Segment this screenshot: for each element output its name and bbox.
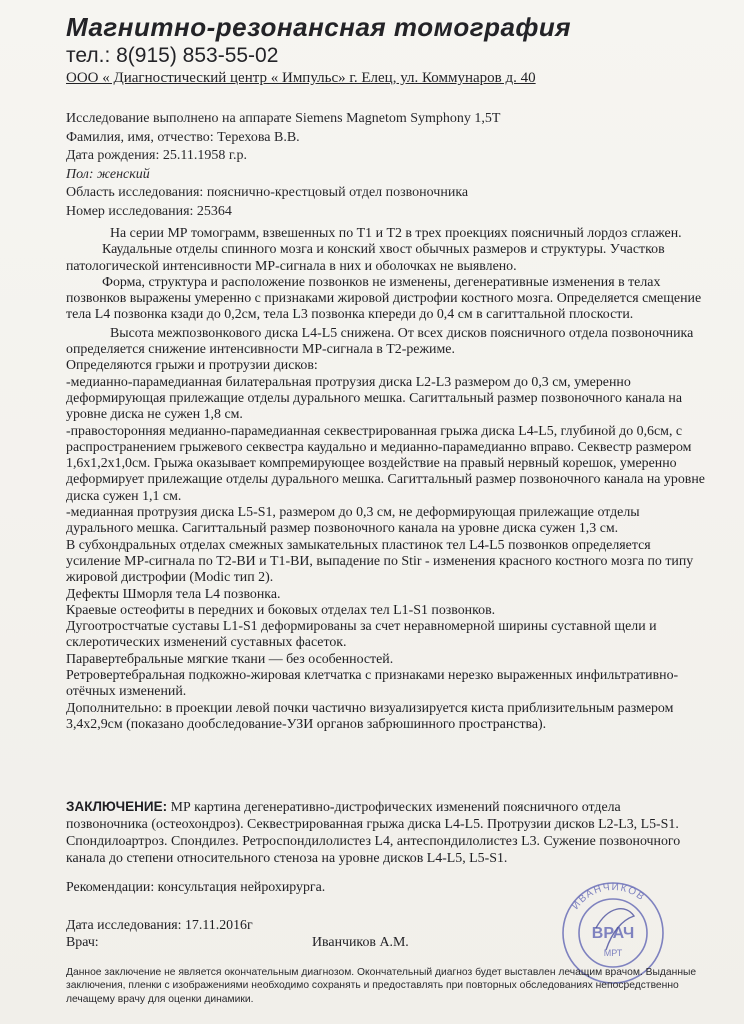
report-paragraph: Ретровертебральная подкожно-жировая клетчатка с признаками нерезко выраженных инфильтративно-отёчных изменений. bbox=[66, 668, 679, 700]
report-paragraph: Дополнительно: в проекции левой почки частично визуализируется киста приблизительным размером 3,4х2,9см (показано дообследование-УЗИ органов забрюшинного пространства). bbox=[66, 700, 674, 732]
conclusion-block bbox=[66, 798, 706, 867]
doctor-label: Врач: bbox=[66, 935, 99, 950]
report-paragraph: -медианно-парамедианная билатеральная протрузия диска L2-L3 размером до 0,3 см, умеренно деформирующая прилежащие отделы дурального мешка. Сагиттальный размер позвоночного канала на уровне диска не сужен 1,8 см. bbox=[66, 374, 683, 423]
study-number: Номер исследования: 25364 bbox=[66, 203, 232, 219]
recommendation: Рекомендации: консультация нейрохирурга. bbox=[66, 880, 326, 895]
report-paragraph: Определяются грыжи и протрузии дисков: bbox=[66, 358, 318, 374]
report-paragraph: -медианная протрузия диска L5-S1, размером до 0,3 см, не деформирующая прилежащие отделы дурального мешка. Сагиттальный размер позвоночного канала на уровне диска сужен 1,3 см. bbox=[66, 505, 640, 537]
report-paragraph: В субхондральных отделах смежных замыкательных пластинок тел L4-L5 позвонков определяется усиление МР-сигнала по T2-ВИ и T1-ВИ, выпадение по Stir - изменения красного костного мозга по типу жировой дистрофии (Modic тип 2). bbox=[66, 537, 694, 586]
report-paragraph: Высота межпозвонкового диска L4-L5 снижена. От всех дисков поясничного отдела позвоночника определяется снижение интенсивности МР-сигнала в T2-режиме. bbox=[66, 325, 694, 358]
birth-date: Дата рождения: 25.11.1958 г.р. bbox=[66, 148, 248, 163]
stamp-ring-text: ИВАНЧИКОВ bbox=[570, 881, 647, 912]
report-paragraph: Краевые остеофиты в передних и боковых отделах тел L1-S1 позвонков. bbox=[66, 602, 496, 618]
stamp-bottom-text: МРТ bbox=[603, 948, 623, 958]
report-body bbox=[66, 226, 706, 733]
report-paragraph: Паравертебральные мягкие ткани — без особенностей. bbox=[66, 651, 394, 667]
conclusion-label: ЗАКЛЮЧЕНИЕ: bbox=[66, 799, 168, 814]
report-paragraph: Каудальные отделы спинного мозга и конский хвост обычных размеров и структуры. Участков патологической интенсивности МР-сигнала в них и оболочках не выявлено. bbox=[66, 242, 665, 274]
report-paragraph: Форма, структура и расположение позвонков не изменены, дегенеративные изменения в телах позвонков выражены умеренно с признаками жировой дистрофии костного мозга. Определяется смещение тела L4 позвонка кзади до 0,2см, тела L3 позвонка кпереди до 0,4 см в сагиттальной плоскости. bbox=[66, 274, 702, 323]
patient-sex: Пол: женский bbox=[66, 166, 150, 182]
patient-name: Фамилия, имя, отчество: Терехова В.В. bbox=[66, 129, 300, 145]
report-paragraph: На серии МР томограмм, взвешенных по T1 и T2 в трех проекциях поясничный лордоз сглажен. bbox=[110, 226, 682, 241]
clinic-address: ООО « Диагностический центр « Импульс» г. Елец, ул. Коммунаров д. 40 bbox=[66, 70, 536, 86]
patient-info bbox=[66, 110, 706, 221]
doctor-name: Иванчиков А.М. bbox=[312, 935, 409, 950]
stamp-center-text: ВРАЧ bbox=[591, 925, 635, 942]
study-date: Дата исследования: 17.11.2016г bbox=[66, 918, 253, 933]
report-paragraph: Дефекты Шморля тела L4 позвонка. bbox=[66, 586, 281, 602]
report-paragraph: Дугоотростчатые суставы L1-S1 деформированы за счет неравномерной ширины суставной щели и склеротических изменений суставных фасеток. bbox=[66, 619, 657, 651]
document-title: Магнитно-резонансная томография bbox=[66, 12, 572, 42]
disclaimer: Данное заключение не является окончательным диагнозом. Окончательный диагноз будет выставлен лечащим врачом. Выданные заключения, пленки с изображениями необходимо сохранять и предоставлять при повторных обследованиях непосредственно лечащему врачу для оценки динамики. bbox=[66, 967, 697, 1005]
report-paragraph: -правосторонняя медианно-парамедианная секвестрированная грыжа диска L4-L5, глубиной до 0,6см, с распространением грыжевого секвестра каудально и медианно-парамедианно вправо. Секвестр размером 1,6х1,2х1,0см. Грыжа оказывает компремирующее воздействие на правый нервный корешок, умеренно деформирует прилежащие отделы дурального мешка. Сагиттальный размер позвоночного канала на уровне диска сужен 1,1 см. bbox=[66, 423, 705, 504]
study-area: Область исследования: пояснично-крестцовый отдел позвоночника bbox=[66, 185, 469, 200]
clinic-phone: тел.: 8(915) 853-55-02 bbox=[66, 44, 279, 67]
device-line: Исследование выполнено на аппарате Siemens Magnetom Symphony 1,5T bbox=[66, 111, 501, 126]
conclusion-text: МР картина дегенеративно-дистрофических изменений поясничного отдела позвоночника (остеохондроз). Секвестрированная грыжа диска L4-L5. Протрузии дисков L2-L3, L5-S1. Спондилоартроз. Спондилез. Ретроспондилолистез L4, антеспондилолистез L3. Сужение позвоночного канала до степени относительного стеноза на уровне дисков L4-L5, L5-S1. bbox=[66, 800, 681, 866]
